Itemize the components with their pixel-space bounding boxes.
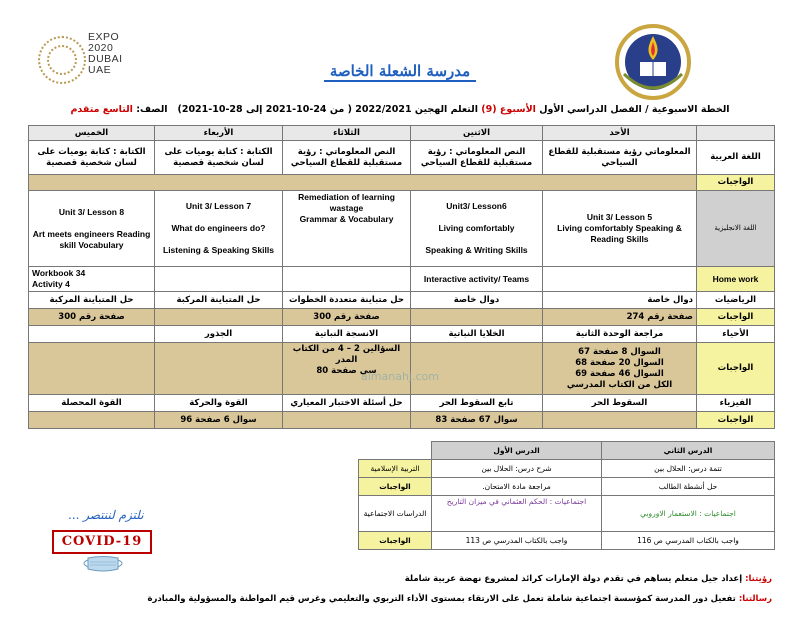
vision-statement: رؤيتنا: إعداد جيل متعلم يساهم في تقدم دولة الإمارات كرائد لمشروع نهضة عربية شاملة [404,574,772,584]
english-hw-tuesday [283,267,411,292]
lesson-1-header: الدرس الأول [432,442,602,460]
bio-hw-monday [411,343,543,395]
arabic-monday: النص المعلوماتي : رؤية مستقبلية للقطاع السياحي [411,141,543,175]
day-sunday: الأحد [543,126,697,141]
social-lesson-2: اجتماعيات : الاستعمار الاوروبي [602,496,775,532]
arabic-thursday: الكتابة : كتابة يوميات على لسان شخصية قصصية [29,141,155,175]
math-hw-thursday: صفحة رقم 300 [29,309,155,326]
english-monday: Unit3/ Lesson6 Living comfortably Speaking & Writing Skills [411,191,543,267]
face-mask-icon [78,555,128,573]
subject-islamic-hw: الواجبات [359,478,432,496]
math-hw-sunday: صفحة رقم 274 [543,309,697,326]
arabic-hw-row [29,175,775,191]
english-wednesday: Unit 3/ Lesson 7 What do engineers do? Listening & Speaking Skills [155,191,283,267]
bio-hw-tuesday: السؤالين 2 – 4 من الكتاب المدر سي صفحة 80 [283,343,411,395]
physics-tuesday: حل أسئلة الاختبار المعياري [283,395,411,412]
social-hw-1: واجب بالكتاب المدرسي ص 113 [432,532,602,550]
expo-2020-logo: EXPO 2020 DUBAI UAE [38,30,134,90]
islamic-lesson-2: تتمة درس: الحلال بين [602,460,775,478]
english-row [29,191,775,267]
watermark-text: almanahj.com [361,370,439,383]
subject-social: الدراسات الاجتماعية [359,496,432,532]
covid-19-banner: COVID-19 [52,530,152,554]
physics-row [29,395,775,412]
bio-tuesday: الانسجة النباتية [283,326,411,343]
islamic-lesson-1: شرح درس: الحلال بين [432,460,602,478]
islamic-social-table [358,441,775,550]
bio-wednesday: الجذور [155,326,283,343]
math-tuesday: حل متباينة متعددة الخطوات [283,292,411,309]
arabic-hw-cells [29,175,697,191]
social-lesson-1: اجتماعيات : الحكم العثماني في ميزان التاريخ [432,496,602,532]
school-title: مدرسة الشعلة الخاصة [250,62,550,80]
arabic-row [29,141,775,175]
english-hw-sunday [543,267,697,292]
english-hw-row [29,267,775,292]
physics-hw-wednesday: سوال 6 صفحة 96 [155,412,283,429]
bio-hw-thursday [29,343,155,395]
day-wednesday: الأربعاء [155,126,283,141]
bio-hw-row [29,343,775,395]
math-thursday: حل المتباينة المركبة [29,292,155,309]
math-monday: دوال خاصة [411,292,543,309]
day-monday: الاثنين [411,126,543,141]
header-blank [697,126,775,141]
bio-hw-sunday: السوال 8 صفحة 67 السوال 20 صفحة 68 السوال 46 صفحة 69 الكل من الكتاب المدرسي [543,343,697,395]
subject-bio-hw: الواجبات [697,343,775,395]
islamic-row [359,460,775,478]
math-row [29,292,775,309]
weekly-plan-table [28,125,775,429]
subject-math-hw: الواجبات [697,309,775,326]
english-hw-monday: Interactive activity/ Teams [411,267,543,292]
subject-bio: الأحياء [697,326,775,343]
subject-math: الرياضيات [697,292,775,309]
islamic-hw-row [359,478,775,496]
subject-english: اللغة الانجليزية [697,191,775,267]
day-tuesday: الثلاثاء [283,126,411,141]
math-hw-wednesday [155,309,283,326]
physics-hw-sunday [543,412,697,429]
physics-thursday: القوة المحصلة [29,395,155,412]
english-hw-wednesday [155,267,283,292]
subject-arabic: اللغة العربية [697,141,775,175]
subject-social-hw: الواجبات [359,532,432,550]
physics-hw-thursday [29,412,155,429]
english-hw-thursday: Workbook 34 Activity 4 [29,267,155,292]
arabic-wednesday: الكتابة : كتابة يوميات على لسان شخصية قصصية [155,141,283,175]
day-thursday: الخميس [29,126,155,141]
subject-physics: الفيزياء [697,395,775,412]
bio-sunday: مراجعة الوحدة الثانية [543,326,697,343]
math-hw-row [29,309,775,326]
subject-islamic: التربية الإسلامية [359,460,432,478]
subject-english-hw: Home work [697,267,775,292]
physics-sunday: السقوط الحر [543,395,697,412]
lessons-header-blank [359,442,432,460]
english-thursday: Unit 3/ Lesson 8 Art meets engineers Reading skill Vocabulary [29,191,155,267]
english-sunday: Unit 3/ Lesson 5 Living comfortably Speaking & Reading Skills [543,191,697,267]
islamic-hw-2: حل أنشطة الطالب [602,478,775,496]
mission-statement: رسالتنا: تفعيل دور المدرسة كمؤسسة اجتماعية شاملة تعمل على الارتقاء بمستوى الأداء التربوي والتعليمي وغرس قيم المواطنة والمسؤولية والمبادرة [147,594,772,604]
bio-row [29,326,775,343]
bio-monday: الخلايا النباتية [411,326,543,343]
days-header-row [29,126,775,141]
bio-hw-wednesday [155,343,283,395]
bio-thursday [29,326,155,343]
social-hw-2: واجب بالكتاب المدرسي ص 116 [602,532,775,550]
arabic-tuesday: النص المعلوماتي : رؤية مستقبلية للقطاع السياحي [283,141,411,175]
slogan-text: نلتزم لننتصر ... [68,508,144,522]
lessons-header-row [359,442,775,460]
physics-hw-monday: سوال 67 صفحة 83 [411,412,543,429]
subject-arabic-hw: الواجبات [697,175,775,191]
subject-physics-hw: الواجبات [697,412,775,429]
math-hw-monday [411,309,543,326]
physics-monday: تابع السقوط الحر [411,395,543,412]
physics-hw-tuesday [283,412,411,429]
social-hw-row [359,532,775,550]
physics-hw-row [29,412,775,429]
weekly-plan-heading: الخطة الاسبوعية / الفصل الدراسي الأول الأسبوع (9) التعلم الهجين 2022/2021 ( من 24-10-2021 إلى 28-10-2021) الصف: التاسع متقدم [70,104,730,115]
math-sunday: دوال خاصة [543,292,697,309]
social-row [359,496,775,532]
school-seal-logo [612,22,694,100]
islamic-hw-1: مراجعة مادة الامتحان. [432,478,602,496]
arabic-sunday: المعلوماتي رؤية مستقبلية للقطاع السياحي [543,141,697,175]
lesson-2-header: الدرس الثاني [602,442,775,460]
math-hw-tuesday: صفحة رقم 300 [283,309,411,326]
physics-wednesday: القوة والحركة [155,395,283,412]
math-wednesday: حل المتباينة المركبة [155,292,283,309]
english-tuesday: Remediation of learning wastage Grammar & Vocabulary [283,191,411,267]
